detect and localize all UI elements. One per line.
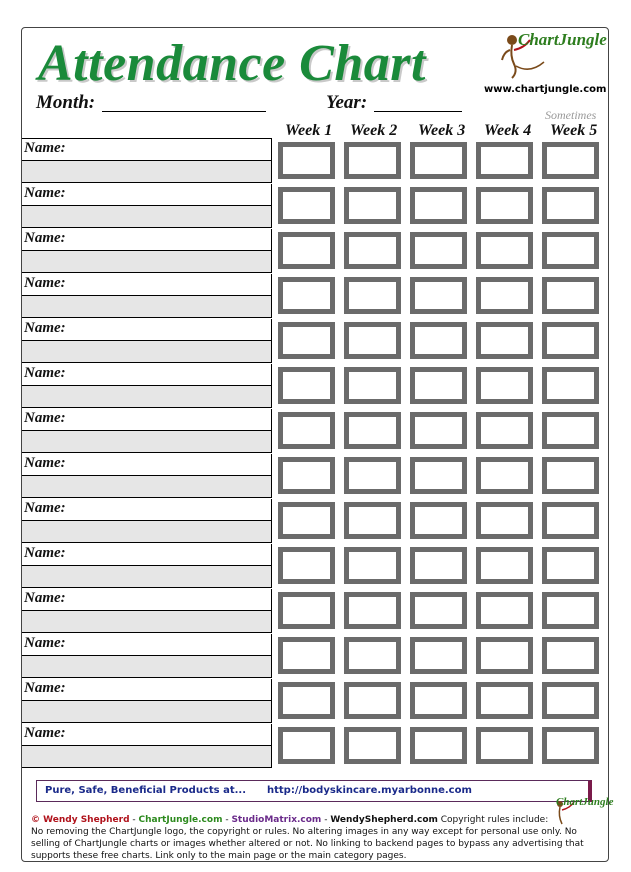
attendance-box-week-1[interactable] — [278, 502, 335, 539]
attendance-box-week-2[interactable] — [344, 592, 401, 629]
ad-banner[interactable] — [36, 780, 592, 802]
attendance-box-week-1[interactable] — [278, 277, 335, 314]
attendance-box-week-5[interactable] — [542, 412, 599, 449]
footer-rules: No removing the ChartJungle logo, the copyright or rules. No altering images in any way except for personal use only. No selling of ChartJungle charts or images whether altered or not. No linking to backend pages to bypass any advertising that supports these free charts. Link only to the main page or the main category pages. — [31, 827, 584, 861]
name-field[interactable] — [22, 364, 272, 386]
attendance-box-week-5[interactable] — [542, 592, 599, 629]
footer-rules-intro: Copyright rules include: — [437, 815, 549, 825]
attendance-box-week-5[interactable] — [542, 637, 599, 674]
attendance-box-week-2[interactable] — [344, 457, 401, 494]
name-label: Name: — [24, 365, 66, 381]
attendance-box-week-1[interactable] — [278, 592, 335, 629]
attendance-box-week-2[interactable] — [344, 322, 401, 359]
name-label: Name: — [24, 230, 66, 246]
small-logo-text: ChartJungle — [556, 796, 614, 808]
name-shaded-row[interactable] — [22, 566, 272, 588]
name-entry — [22, 544, 272, 588]
attendance-box-week-3[interactable] — [410, 322, 467, 359]
attendance-box-week-1[interactable] — [278, 322, 335, 359]
week-3-header: Week 3 — [418, 122, 466, 139]
name-entry — [22, 499, 272, 543]
attendance-box-week-5[interactable] — [542, 547, 599, 584]
name-shaded-row[interactable] — [22, 611, 272, 633]
name-label: Name: — [24, 500, 66, 516]
attendance-box-week-2[interactable] — [344, 547, 401, 584]
attendance-box-week-3[interactable] — [410, 457, 467, 494]
attendance-box-week-2[interactable] — [344, 682, 401, 719]
footer-site-chartjungle[interactable]: ChartJungle.com — [138, 815, 223, 825]
attendance-box-week-2[interactable] — [344, 367, 401, 404]
name-field[interactable] — [22, 454, 272, 476]
footer-sep: - — [321, 815, 331, 825]
site-url[interactable]: www.chartjungle.com — [484, 84, 607, 95]
name-entry — [22, 364, 272, 408]
footer-author: © Wendy Shepherd — [31, 815, 130, 825]
name-field[interactable] — [22, 229, 272, 251]
attendance-box-week-5[interactable] — [542, 457, 599, 494]
attendance-box-week-1[interactable] — [278, 367, 335, 404]
name-field[interactable] — [22, 544, 272, 566]
name-shaded-row[interactable] — [22, 206, 272, 228]
name-shaded-row[interactable] — [22, 701, 272, 723]
attendance-box-week-3[interactable] — [410, 682, 467, 719]
name-shaded-row[interactable] — [22, 476, 272, 498]
footer-site-studiomatrix[interactable]: StudioMatrix.com — [231, 815, 322, 825]
attendance-box-week-5[interactable] — [542, 322, 599, 359]
ad-link[interactable]: http://bodyskincare.myarbonne.com — [267, 785, 472, 796]
attendance-box-week-3[interactable] — [410, 187, 467, 224]
name-label: Name: — [24, 590, 66, 606]
attendance-box-week-4[interactable] — [476, 682, 533, 719]
attendance-box-week-3[interactable] — [410, 547, 467, 584]
name-label: Name: — [24, 185, 66, 201]
week-5-header: Week 5 — [550, 122, 598, 139]
month-label: Month: — [36, 92, 96, 113]
name-entry — [22, 229, 272, 273]
attendance-box-week-2[interactable] — [344, 232, 401, 269]
chartjungle-logo-text: ChartJungle — [518, 30, 607, 49]
name-entry — [22, 454, 272, 498]
name-label: Name: — [24, 320, 66, 336]
attendance-box-week-4[interactable] — [476, 232, 533, 269]
attendance-box-week-4[interactable] — [476, 637, 533, 674]
name-entry — [22, 634, 272, 678]
name-shaded-row[interactable] — [22, 296, 272, 318]
name-entry — [22, 409, 272, 453]
year-field-line — [374, 111, 462, 112]
attendance-box-week-4[interactable] — [476, 502, 533, 539]
attendance-box-week-4[interactable] — [476, 457, 533, 494]
name-field[interactable] — [22, 499, 272, 521]
week-2-header: Week 2 — [350, 122, 398, 139]
name-label: Name: — [24, 455, 66, 471]
copyright-footer — [31, 814, 591, 862]
attendance-box-week-1[interactable] — [278, 727, 335, 764]
name-field[interactable] — [22, 139, 272, 161]
attendance-box-week-5[interactable] — [542, 727, 599, 764]
name-entry — [22, 184, 272, 228]
sometimes-label: Sometimes — [545, 108, 597, 122]
attendance-box-week-4[interactable] — [476, 187, 533, 224]
name-field[interactable] — [22, 634, 272, 656]
attendance-box-week-1[interactable] — [278, 682, 335, 719]
attendance-box-week-2[interactable] — [344, 502, 401, 539]
attendance-box-week-4[interactable] — [476, 727, 533, 764]
attendance-box-week-4[interactable] — [476, 142, 533, 179]
name-shaded-row[interactable] — [22, 521, 272, 543]
name-shaded-row[interactable] — [22, 431, 272, 453]
name-shaded-row[interactable] — [22, 746, 272, 768]
attendance-box-week-4[interactable] — [476, 367, 533, 404]
attendance-box-week-3[interactable] — [410, 367, 467, 404]
footer-site-wendyshepherd[interactable]: WendyShepherd.com — [330, 815, 438, 825]
attendance-box-week-1[interactable] — [278, 232, 335, 269]
attendance-box-week-3[interactable] — [410, 727, 467, 764]
name-field[interactable] — [22, 319, 272, 341]
attendance-box-week-5[interactable] — [542, 187, 599, 224]
attendance-box-week-5[interactable] — [542, 277, 599, 314]
name-shaded-row[interactable] — [22, 161, 272, 183]
attendance-box-week-3[interactable] — [410, 592, 467, 629]
attendance-box-week-3[interactable] — [410, 232, 467, 269]
week-4-header: Week 4 — [484, 122, 532, 139]
name-field[interactable] — [22, 274, 272, 296]
name-entry — [22, 319, 272, 363]
attendance-box-week-2[interactable] — [344, 727, 401, 764]
name-field[interactable] — [22, 724, 272, 746]
attendance-box-week-5[interactable] — [542, 502, 599, 539]
attendance-box-week-4[interactable] — [476, 592, 533, 629]
ad-text: Pure, Safe, Beneficial Products at... — [45, 785, 247, 796]
year-label: Year: — [326, 92, 368, 113]
attendance-box-week-2[interactable] — [344, 637, 401, 674]
attendance-box-week-2[interactable] — [344, 187, 401, 224]
name-label: Name: — [24, 410, 66, 426]
name-entry — [22, 679, 272, 723]
attendance-box-week-1[interactable] — [278, 457, 335, 494]
name-label: Name: — [24, 635, 66, 651]
week-1-header: Week 1 — [285, 122, 333, 139]
attendance-box-week-3[interactable] — [410, 277, 467, 314]
attendance-box-week-5[interactable] — [542, 367, 599, 404]
name-entry — [22, 724, 272, 768]
name-label: Name: — [24, 545, 66, 561]
name-field[interactable] — [22, 679, 272, 701]
name-entry — [22, 589, 272, 633]
attendance-box-week-5[interactable] — [542, 682, 599, 719]
name-field[interactable] — [22, 589, 272, 611]
name-entry — [22, 274, 272, 318]
attendance-box-week-2[interactable] — [344, 142, 401, 179]
attendance-box-week-3[interactable] — [410, 142, 467, 179]
footer-sep: - — [129, 815, 139, 825]
attendance-box-week-3[interactable] — [410, 412, 467, 449]
attendance-box-week-2[interactable] — [344, 277, 401, 314]
name-label: Name: — [24, 140, 66, 156]
month-field-line — [102, 111, 266, 112]
name-label: Name: — [24, 725, 66, 741]
name-shaded-row[interactable] — [22, 251, 272, 273]
attendance-box-week-5[interactable] — [542, 232, 599, 269]
name-label: Name: — [24, 680, 66, 696]
attendance-box-week-5[interactable] — [542, 142, 599, 179]
attendance-box-week-4[interactable] — [476, 322, 533, 359]
attendance-box-week-3[interactable] — [410, 502, 467, 539]
name-field[interactable] — [22, 184, 272, 206]
name-shaded-row[interactable] — [22, 386, 272, 408]
page-title: Attendance Chart — [38, 35, 426, 92]
name-entry — [22, 139, 272, 183]
attendance-box-week-4[interactable] — [476, 277, 533, 314]
name-field[interactable] — [22, 409, 272, 431]
name-shaded-row[interactable] — [22, 341, 272, 363]
attendance-box-week-4[interactable] — [476, 547, 533, 584]
name-shaded-row[interactable] — [22, 656, 272, 678]
attendance-box-week-1[interactable] — [278, 547, 335, 584]
attendance-box-week-1[interactable] — [278, 142, 335, 179]
attendance-box-week-4[interactable] — [476, 412, 533, 449]
attendance-box-week-2[interactable] — [344, 412, 401, 449]
attendance-box-week-1[interactable] — [278, 637, 335, 674]
attendance-box-week-1[interactable] — [278, 187, 335, 224]
name-label: Name: — [24, 275, 66, 291]
attendance-box-week-3[interactable] — [410, 637, 467, 674]
attendance-box-week-1[interactable] — [278, 412, 335, 449]
footer-sep: - — [222, 815, 232, 825]
